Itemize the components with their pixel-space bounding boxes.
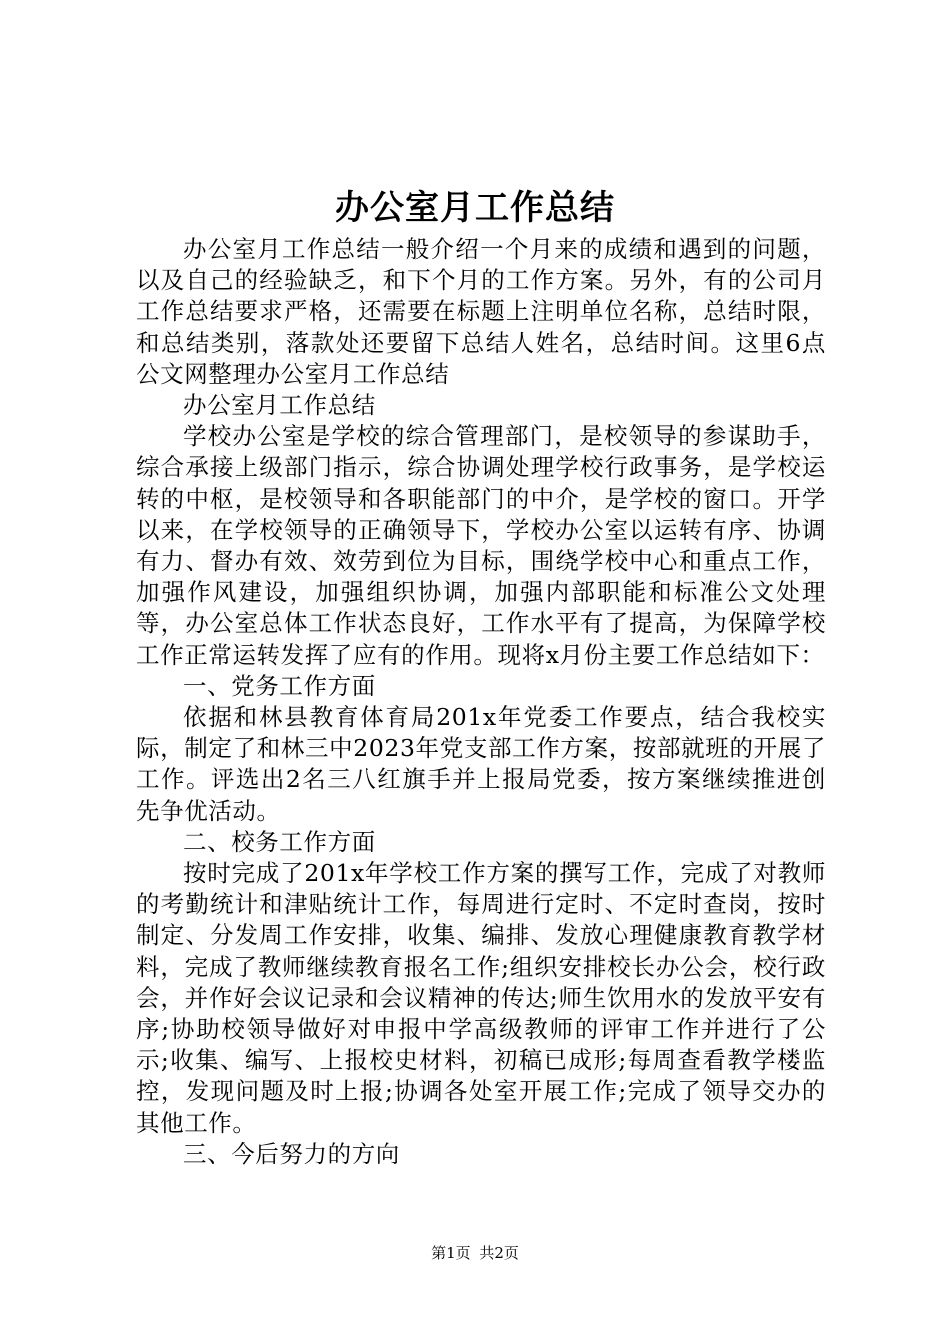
overview-paragraph: 学校办公室是学校的综合管理部门，是校领导的参谋助手，综合承接上级部门指示，综合协调处理学校行政事务，是学校运转的中枢，是校领导和各职能部门的中介，是学校的窗口。开学以来，在学校领导的正确领导下，学校办公室以运转有序、协调有力、督办有效、效劳到位为目标，围绕学校中心和重点工作，加强作风建设，加强组织协调，加强内部职能和标准公文处理等，办公室总体工作状态良好，工作水平有了提高，为保障学校工作正常运转发挥了应有的作用。现将x月份主要工作总结如下：	[136, 422, 826, 669]
page-footer	[0, 1243, 950, 1263]
document-title: 办公室月工作总结	[335, 188, 615, 228]
document-body	[136, 234, 826, 1170]
subtitle-paragraph: 办公室月工作总结	[183, 391, 376, 420]
page-total: 共2页	[479, 1244, 519, 1262]
section-heading-party: 一、党务工作方面	[183, 671, 376, 700]
intro-paragraph: 办公室月工作总结一般介绍一个月来的成绩和遇到的问题，以及自己的经验缺乏，和下个月的工作方案。另外，有的公司月工作总结要求严格，还需要在标题上注明单位名称，总结时限，和总结类别，落款处还要留下总结人姓名，总结时间。这里6点公文网整理办公室月工作总结	[136, 235, 826, 388]
party-work-paragraph: 依据和林县教育体育局201x年党委工作要点，结合我校实际，制定了和林三中2023年党支部工作方案，按部就班的开展了工作。评选出2名三八红旗手并上报局党委，按方案继续推进创先争优活动。	[136, 703, 826, 825]
school-work-paragraph: 按时完成了201x年学校工作方案的撰写工作，完成了对教师的考勤统计和津贴统计工作，每周进行定时、不定时查岗，按时制定、分发周工作安排，收集、编排、发放心理健康教育教学材料，完成了教师继续教育报名工作;组织安排校长办公会，校行政会，并作好会议记录和会议精神的传达;师生饮用水的发放平安有序;协助校领导做好对申报中学高级教师的评审工作并进行了公示;收集、编写、上报校史材料，初稿已成形;每周查看教学楼监控，发现问题及时上报;协调各处室开展工作;完成了领导交办的其他工作。	[136, 859, 826, 1137]
section-heading-school: 二、校务工作方面	[183, 827, 376, 856]
section-heading-future: 三、今后努力的方向	[183, 1139, 400, 1168]
page-number: 第1页	[431, 1244, 471, 1262]
